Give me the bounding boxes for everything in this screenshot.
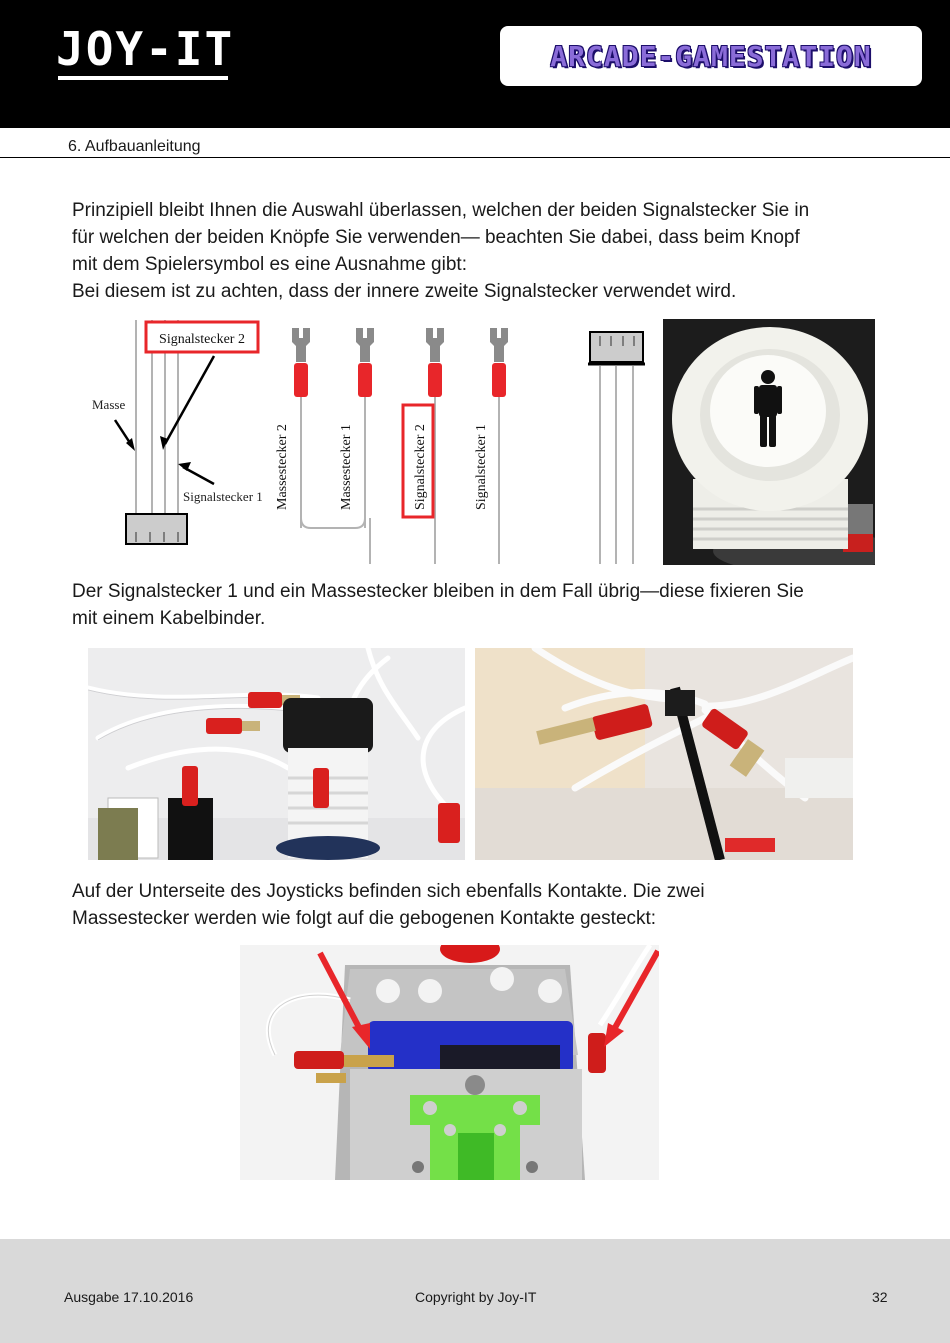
joy-it-logo: JOY-IT [56, 22, 235, 76]
flat-connector [490, 328, 508, 564]
page-header [0, 0, 950, 128]
wired-buttons-photo [88, 648, 465, 860]
intro-paragraph [72, 197, 872, 305]
flat-connector [356, 328, 374, 528]
text-line: Prinzipiell bleibt Ihnen die Auswahl überlassen, welchen der beiden Signalstecker Sie in [72, 200, 810, 221]
connector-housing [590, 332, 643, 362]
text-line: Auf der Unterseite des Joysticks befinden sich ebenfalls Kontakte. Die zwei [72, 881, 705, 902]
text-line: für welchen der beiden Knöpfe Sie verwenden— beachten Sie dabei, dass beim Knopf [72, 227, 800, 248]
section-divider [0, 157, 950, 158]
text-line: mit dem Spielersymbol es eine Ausnahme gibt: [72, 254, 467, 275]
cable-tie-photo [475, 648, 853, 860]
badge-text: ARCADE-GAMESTATION [550, 39, 872, 73]
player-button-photo [663, 319, 875, 565]
joystick-paragraph [72, 878, 872, 932]
connector-label: Signalstecker 1 [474, 424, 489, 510]
wiring-diagram [70, 318, 650, 568]
section-title: 6. Aufbauanleitung [68, 138, 201, 155]
page-number: 32 [872, 1289, 888, 1305]
leftover-paragraph [72, 578, 872, 632]
text-line: Massestecker werden wie folgt auf die gebogenen Kontakte gesteckt: [72, 908, 657, 929]
edition-date: Ausgabe 17.10.2016 [64, 1289, 194, 1305]
connector-label: Massestecker 1 [339, 424, 354, 510]
logo-underline [58, 76, 228, 80]
text-line: mit einem Kabelbinder. [72, 608, 266, 629]
ground-loop-wire [301, 518, 365, 528]
signal1-label: Signalstecker 1 [183, 489, 263, 504]
joystick-underside-photo [240, 945, 659, 1180]
text-line: Bei diesem ist zu achten, dass der innere zweite Signalstecker verwendet wird. [72, 281, 737, 302]
connector-label: Massestecker 2 [275, 424, 290, 510]
text-line: Der Signalstecker 1 und ein Massestecker bleiben in dem Fall übrig—diese fixieren Sie [72, 581, 804, 602]
signal2-label: Signalstecker 2 [159, 332, 245, 347]
masse-label: Masse [92, 397, 126, 412]
arcade-gamestation-badge [500, 26, 922, 86]
flat-connector [426, 328, 444, 564]
copyright-notice: Copyright by Joy-IT [415, 1289, 537, 1305]
flat-connector [292, 328, 310, 528]
connector-label: Signalstecker 2 [413, 424, 428, 510]
